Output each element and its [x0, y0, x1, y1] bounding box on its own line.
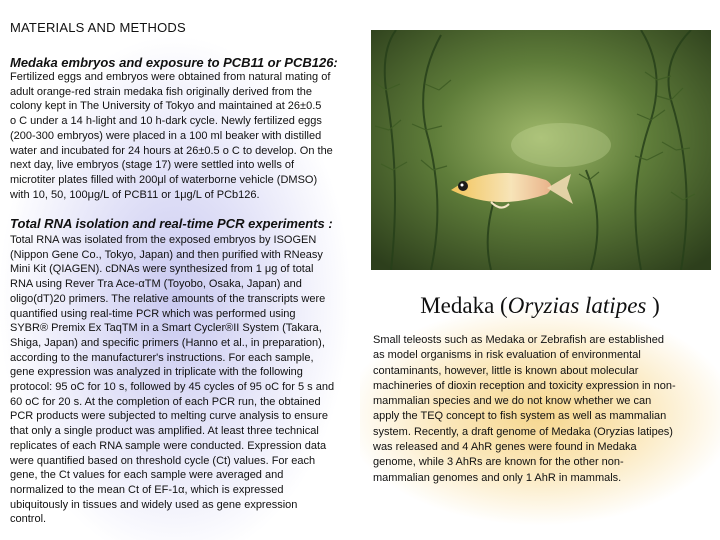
- intro-paragraph: Small teleosts such as Medaka or Zebrafish are established as model organisms in risk evaluation of environmental contaminants, however, little is known about molecular machineries of dioxin reception and toxicity expression in non- mammalian species and we do not know whether we can apply the TEQ concept to fish system as well as mammalian system. Recently, a draft genome of Medaka (Oryzias latipes) was released and 4 AhR genes were found in Medaka genome, while 3 AhRs are known for the other non- mammalian genomes and only 1 AhR in mammals.: [373, 334, 676, 484]
- section-heading-exposure: Medaka embryos and exposure to PCB11 or PCB126:: [10, 55, 338, 70]
- medaka-fish-photo: [371, 30, 711, 270]
- section-heading-rna-pcr: Total RNA isolation and real-time PCR experiments :: [10, 216, 333, 231]
- section-body-exposure: Fertilized eggs and embryos were obtained from natural mating of adult orange-red strain medaka fish originally derived from the colony kept in The University of Tokyo and maintained at 26±0.5 o C under a 14 h-light and 10 h-dark cycle. Newly fertilized eggs (200-300 embryos) were placed in a 100 ml beaker with distilled water and incubated for 24 hours at 26±0.5 o C to develop. On the next day, live embryos (stage 17) were settled into wells of microtiter plates filled with 200μl of waterborne vehicle (DMSO) with 10, 50, 100μg/L of PCB11 or 1μg/L of PCb126.: [10, 71, 333, 201]
- caption-suffix: ): [646, 293, 660, 318]
- section-body-rna-pcr: Total RNA was isolated from the exposed embryos by ISOGEN (Nippon Gene Co., Tokyo, Japan) and then purified with RNeasy Mini Kit (QIAGEN). cDNAs were synthesized from 1 μg of total RNA using Rever Tra Ace-αTM (Toyobo, Osaka, Japan) and oligo(dT)20 primers. The relative amounts of the transcripts were quantified using real-time PCR which was performed using SYBR® Premix Ex TaqTM in a Smart Cycler®II System (Takara, Shiga, Japan) and specific primers (Hanno et al., in preparation), according to the manufacturer's instructions. For each sample, gene expression was analyzed in triplicate with the following protocol: 95 oC for 10 s, followed by 45 cycles of 95 oC for 5 s and 60 oC for 20 s. At the completion of each PCR run, the obtained PCR products were subjected to melting curve analysis to ensure that only a single product was amplified. At least three technical replicates of each RNA sample were conducted. Expression data were quantified based on threshold cycle (Ct) values. For each gene, the Ct values for each sample were averaged and normalized to the mean Ct of EF-1α, which is expressed ubiquitously in tissues and widely used as gene expression control.: [10, 234, 335, 526]
- photo-caption: [370, 293, 710, 319]
- caption-prefix: Medaka (: [420, 293, 508, 318]
- caption-species: Oryzias latipes: [507, 293, 647, 318]
- page-title: MATERIALS AND METHODS: [10, 20, 186, 35]
